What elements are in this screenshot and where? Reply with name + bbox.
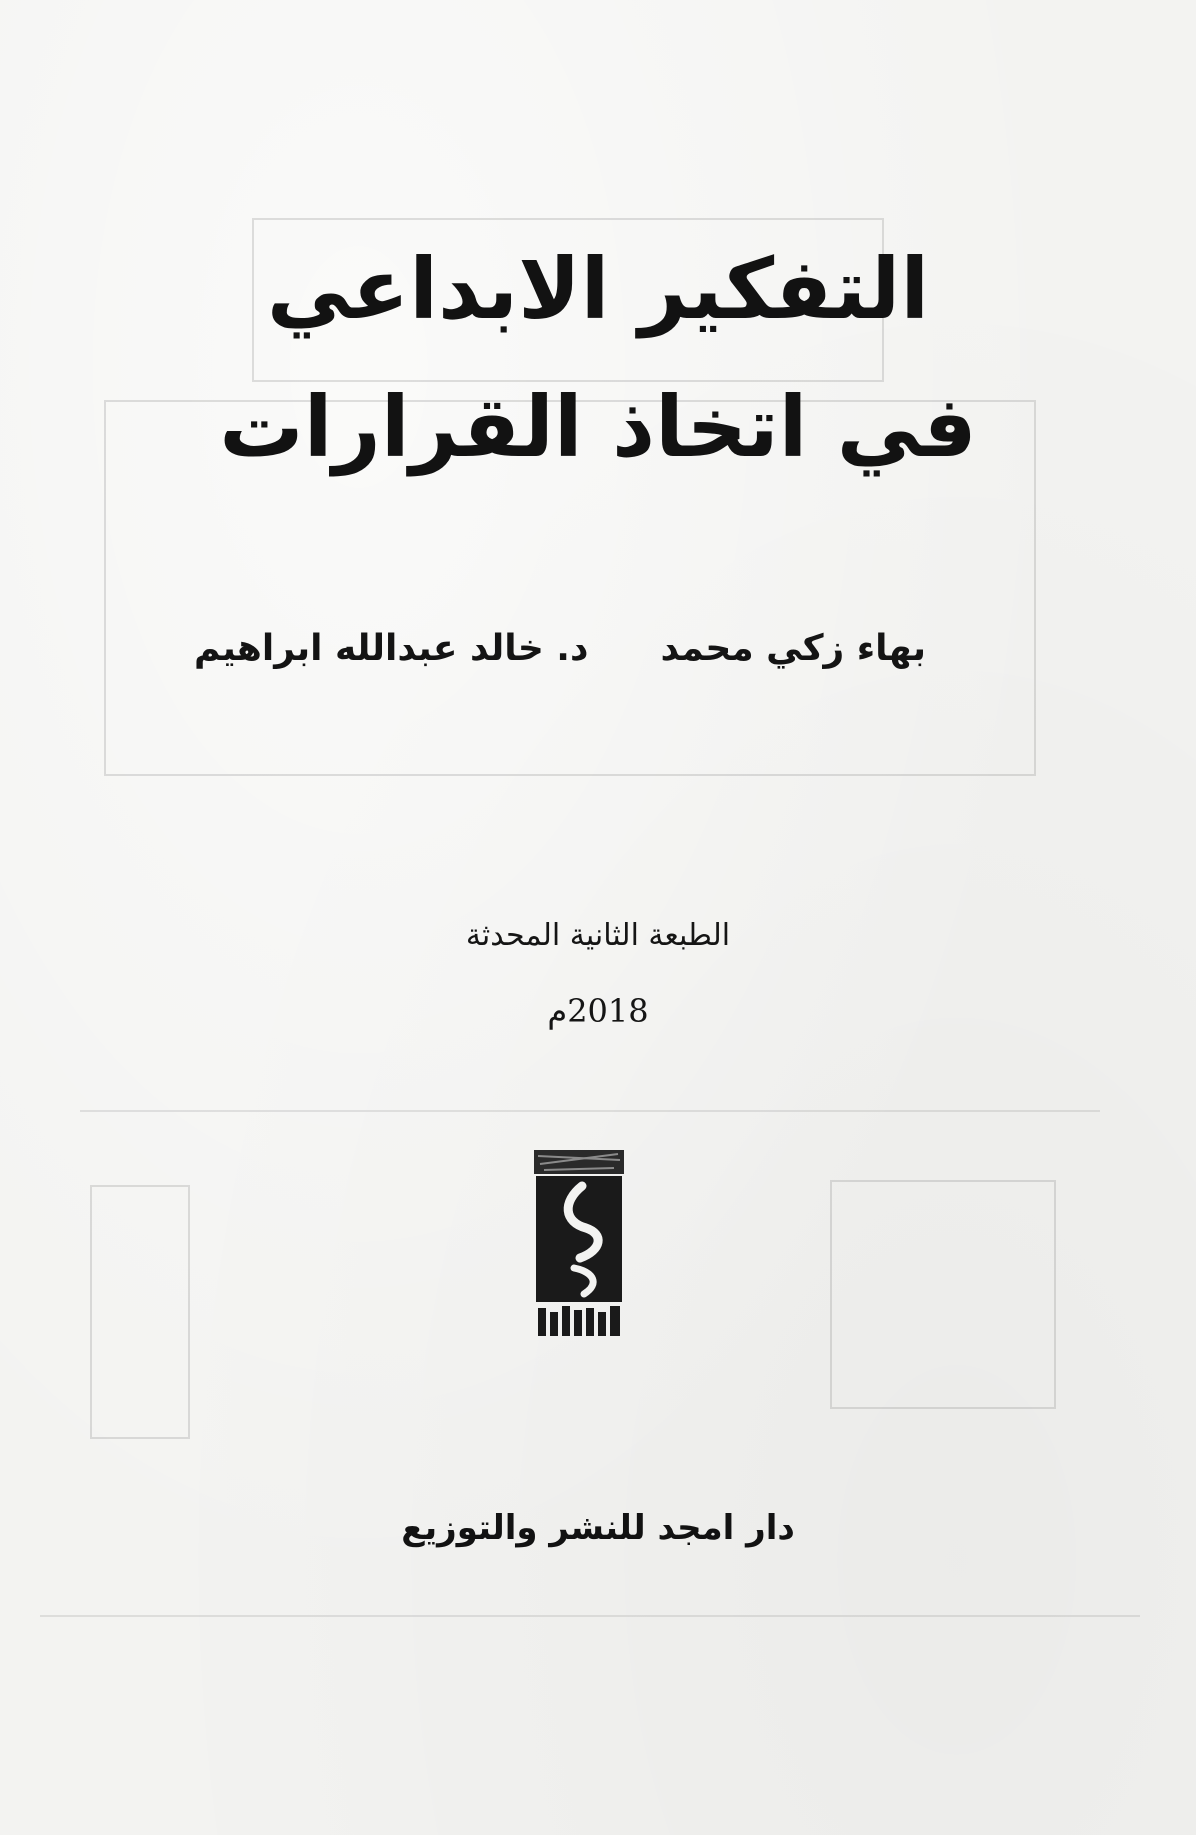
author-name-1: بهاء زكي محمد bbox=[660, 628, 926, 669]
publisher-logo-icon bbox=[534, 1150, 624, 1340]
author-name-2: د. خالد عبدالله ابراهيم bbox=[193, 628, 589, 669]
publication-year: 2018م bbox=[547, 992, 649, 1030]
publisher-name: دار امجد للنشر والتوزيع bbox=[401, 1508, 795, 1548]
title-line-1: التفكير الابداعي bbox=[266, 240, 930, 338]
bleed-through-bottom-rule bbox=[40, 1615, 1140, 1617]
title-line-2: في اتخاذ القرارات bbox=[219, 378, 977, 476]
edition-label: الطبعة الثانية المحدثة bbox=[465, 918, 731, 953]
bleed-through-qr bbox=[830, 1180, 1056, 1409]
bleed-through-barcode bbox=[90, 1185, 190, 1439]
bleed-through-rule bbox=[80, 1110, 1100, 1112]
authors bbox=[194, 628, 926, 669]
